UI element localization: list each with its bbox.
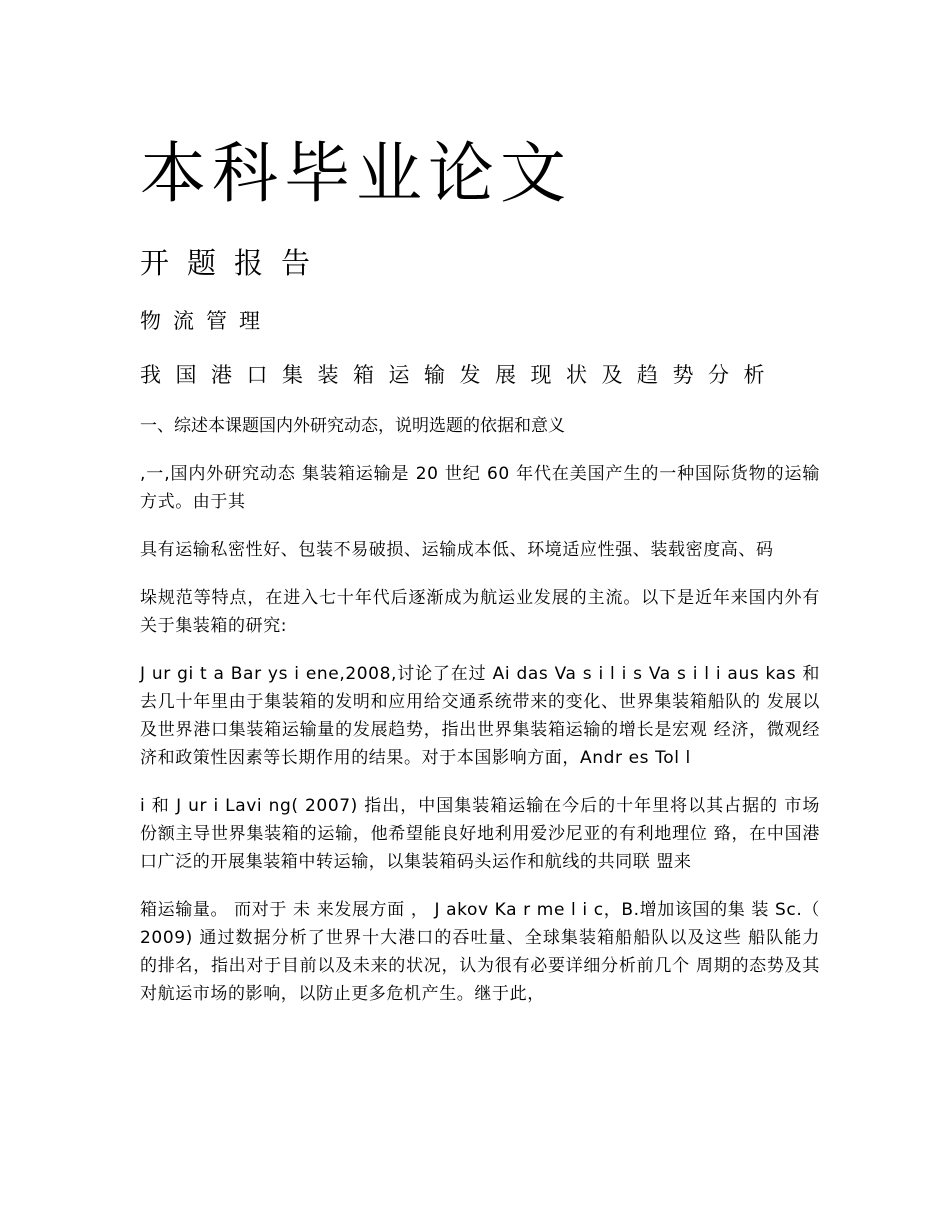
paragraph: 箱运输量。 而对于 未 来发展方面 ， J akov Ka r me l i c，B.增加该国的集 装 Sc.（ 2009) 通过数据分析了世界十大港口的吞吐量、全球集装箱船船队以及这些 船队能力的排名，指出对于目前以及未来的状况，认为很有必要详细分析前几个 周期的态势及其对航运市场的影响，以防止更多危机产生。继于此， — [140, 900, 820, 1004]
paragraph: 具有运输私密性好、包装不易破损、运输成本低、环境适应性强、装载密度高、码 — [140, 540, 774, 560]
sub-title: 开题报告 — [140, 246, 329, 280]
body-text — [140, 460, 820, 1028]
section-heading: 一、综述本课题国内外研究动态，说明选题的依据和意义 — [140, 416, 565, 436]
major-name: 物流管理 — [140, 309, 272, 333]
paragraph: J ur gi t a Bar ys i ene,2008,讨论了在过 Ai das Va s i l i s Va s i l i aus kas 和 去几十年里由于集装箱的发明和应用给交通系统带来的变化、世界集装箱船队的 发展以及世界港口集装箱运输量的发展趋势，指出世界集装箱运输的增长是宏观 经济，微观经济和政策性因素等长期作用的结果。对于本国影响方面，Andr es Tol l — [140, 664, 820, 768]
paragraph: ,一,国内外研究动态 集装箱运输是 20 世纪 60 年代在美国产生的一种国际货物的运输方式。由于其 — [140, 464, 820, 512]
paragraph: i 和 J ur i Lavi ng( 2007) 指出，中国集装箱运输在今后的十年里将以其占据的 市场份额主导世界集装箱的运输，他希望能良好地利用爱沙尼亚的有利地理位 臵，在中国港口广泛的开展集装箱中转运输，以集装箱码头运作和航线的共同联 盟来 — [140, 796, 820, 872]
thesis-title: 我国港口集装箱运输发展现状及趋势分析 — [140, 363, 779, 387]
main-title: 本科毕业论文 — [140, 135, 572, 212]
paragraph: 垛规范等特点，在进入七十年代后逐渐成为航运业发展的主流。以下是近年来国内外有关于集装箱的研究: — [140, 588, 820, 636]
